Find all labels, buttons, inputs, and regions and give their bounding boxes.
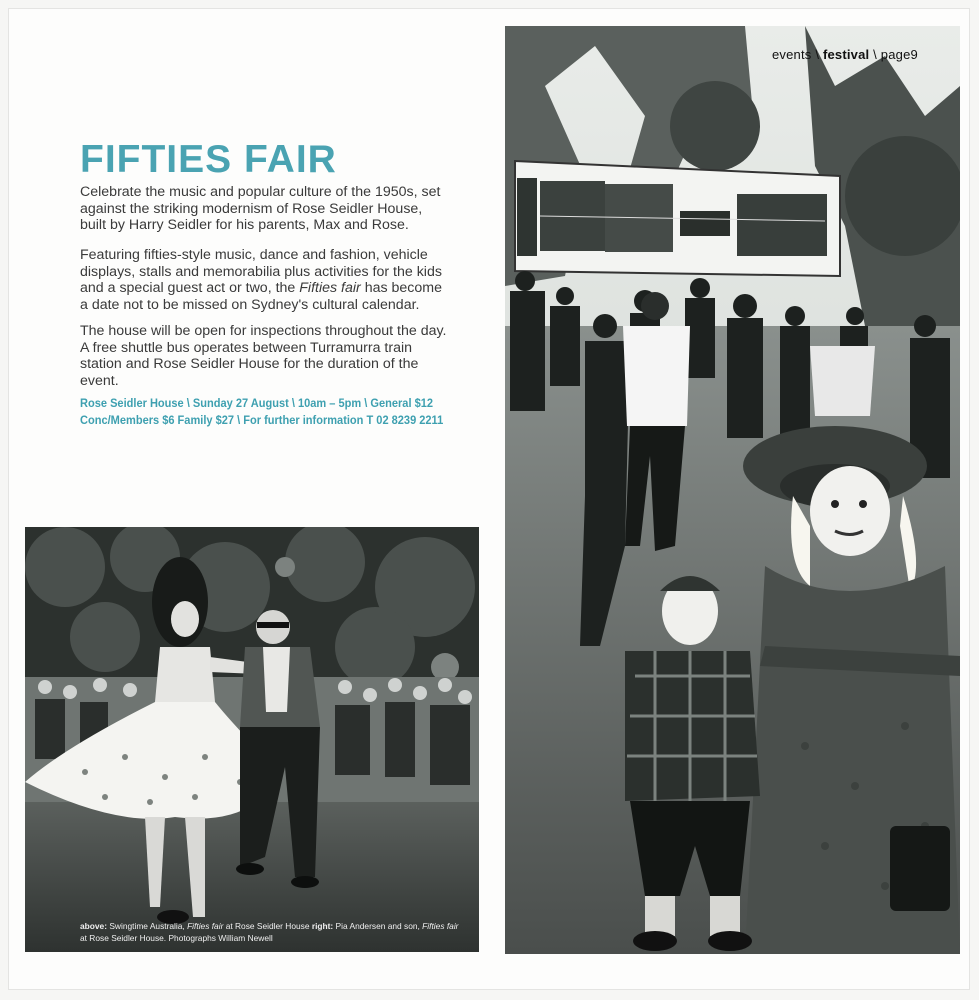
caption-italic: Fifties fair — [422, 921, 459, 931]
paragraph-text: has become a date not to be missed on Sydney's cultural calendar. — [80, 280, 442, 313]
event-info-block — [80, 395, 448, 428]
caption-text: at Rose Seidler House — [223, 921, 312, 931]
paragraph-text: Featuring fifties-style music, dance and fashion, vehicle displays, stalls and memorabilia plus activities for the kids and a special guest act or two, the — [80, 247, 442, 297]
photo-rose-seidler-crowd — [505, 26, 960, 954]
section-nav-page: page9 — [880, 47, 918, 62]
paragraph-italic-event-name: Fifties fair — [299, 280, 361, 297]
caption-right-label: right: — [311, 921, 334, 931]
caption-text: at Rose Seidler House. Photographs William Newell — [80, 932, 273, 943]
caption-above-label: above: — [80, 921, 107, 931]
section-nav-events: events — [772, 47, 812, 62]
photo-right-illustration — [505, 26, 960, 954]
article-paragraph-intro: Celebrate the music and popular culture of the 1950s, set against the striking modernism of Rose Seidler House, built by Harry Seidler for his parents, Max and Rose. — [80, 184, 441, 234]
article-title: FIFTIES FAIR — [80, 138, 337, 181]
section-breadcrumb — [772, 47, 918, 62]
article-paragraph-shuttle: The house will be open for inspections throughout the day. A free shuttle bus operates between Turramurra train station and Rose Seidler House for the duration of the event. — [80, 323, 447, 389]
section-nav-separator: \ — [811, 47, 823, 62]
caption-text: Pia Andersen and son, — [333, 921, 423, 931]
photo-left-illustration — [25, 527, 479, 952]
photo-caption — [80, 921, 460, 944]
section-nav-festival: festival — [822, 47, 870, 62]
caption-text: Swingtime Australia, — [107, 921, 188, 931]
article-paragraph-features — [80, 247, 450, 313]
photo-swing-dancers — [25, 527, 479, 952]
caption-italic: Fifties fair — [187, 921, 224, 931]
event-info-line: Conc/Members $6 Family $27 \ For further information T 02 8239 2211 — [80, 412, 444, 427]
event-info-line: Rose Seidler House \ Sunday 27 August \ 10am – 5pm \ General $12 — [80, 396, 434, 410]
section-nav-separator: \ — [869, 47, 881, 62]
